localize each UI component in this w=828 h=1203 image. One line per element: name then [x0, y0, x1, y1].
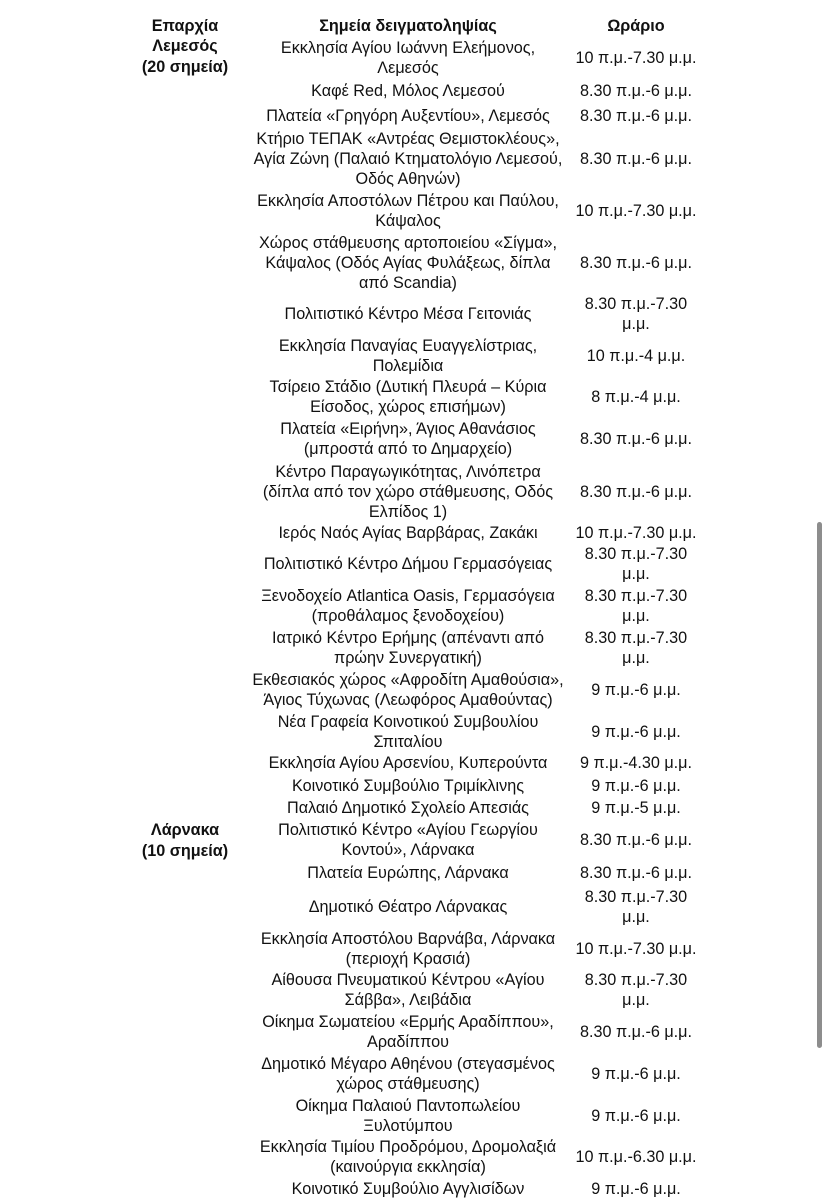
table-row — [0, 627, 828, 669]
location-cell: Πλατεία «Γρηγόρη Αυξεντίου», Λεμεσός — [266, 107, 550, 125]
table-row — [0, 586, 828, 626]
scrollbar[interactable] — [817, 522, 822, 1048]
table-row — [0, 38, 828, 78]
table-row — [0, 1095, 828, 1136]
location-cell: Ιατρικό Κέντρο Ερήμης (απέναντι από πρώην Συνεργατική) — [272, 629, 544, 667]
table-row — [0, 775, 828, 796]
district-count: (10 σημεία) — [141, 842, 229, 860]
hours-cell: 8.30 π.μ.-6 μ.μ. — [579, 1023, 693, 1041]
district-name: Λάρνακα — [150, 821, 220, 839]
table-row — [0, 885, 828, 928]
hours-cell: 8.30 π.μ.-6 μ.μ. — [579, 82, 693, 100]
table-row — [0, 797, 828, 819]
location-cell: Οίκημα Σωματείου «Ερμής Αραδίππου», Αραδίππου — [262, 1013, 554, 1051]
location-cell: Εκκλησία Αποστόλων Πέτρου και Παύλου, Κάψαλος — [257, 192, 559, 230]
table-row — [0, 1011, 828, 1053]
hours-cell: 9 π.μ.-6 μ.μ. — [591, 776, 681, 795]
table-row — [0, 1136, 828, 1177]
location-cell: Πλατεία Ευρώπης, Λάρνακα — [307, 864, 509, 882]
header-hours: Ωράριο — [607, 17, 665, 35]
hours-cell: 8.30 π.μ.-7.30 μ.μ. — [584, 887, 688, 926]
hours-cell: 8.30 π.μ.-7.30 μ.μ. — [584, 970, 688, 1009]
hours-cell: 10 π.μ.-7.30 μ.μ. — [575, 202, 697, 220]
location-cell: Νέα Γραφεία Κοινοτικού Συμβουλίου Σπιταλίου — [277, 713, 539, 751]
hours-cell: 8.30 π.μ.-6 μ.μ. — [579, 483, 693, 501]
location-cell: Δημοτικό Μέγαρο Αθηένου (στεγασμένος χώρος στάθμευσης) — [261, 1054, 555, 1093]
location-cell: Πολιτιστικό Κέντρο Μέσα Γειτονιάς — [284, 305, 532, 323]
location-cell: Πολιτιστικό Κέντρο Δήμου Γερμασόγειας — [263, 555, 553, 573]
table-row — [0, 711, 828, 753]
location-cell: Εκκλησία Παναγίας Ευαγγελίστριας, Πολεμίδια — [278, 337, 538, 375]
table-row — [0, 862, 828, 884]
table-row — [0, 418, 828, 460]
location-cell: Εκκλησία Αγίου Ιωάννη Ελεήμονος, Λεμεσός — [280, 39, 536, 77]
location-cell: Εκθεσιακός χώρος «Αφροδίτη Αμαθούσια», Άγιος Τύχωνας (Λεωφόρος Αμαθούντας) — [252, 671, 564, 709]
location-cell: Τσίρειο Στάδιο (Δυτική Πλευρά – Κύρια Είσοδος, χώρος επισήμων) — [269, 378, 547, 416]
table-row — [0, 669, 828, 711]
table-row — [0, 928, 828, 969]
table-header — [0, 13, 828, 39]
location-cell: Εκκλησία Τιμίου Προδρόμου, Δρομολαξιά (καινούργια εκκλησία) — [259, 1137, 557, 1176]
location-cell: Κοινοτικό Συμβούλιο Τριμίκλινης — [292, 776, 524, 795]
district-name: Λεμεσός — [152, 37, 218, 55]
hours-cell: 8.30 π.μ.-7.30 μ.μ. — [584, 629, 688, 667]
header-location: Σημεία δειγματοληψίας — [319, 17, 497, 35]
hours-cell: 9 π.μ.-6 μ.μ. — [591, 1180, 681, 1198]
hours-cell: 8.30 π.μ.-7.30 μ.μ. — [584, 587, 688, 625]
table-row — [0, 336, 828, 376]
table-row — [0, 128, 828, 190]
table-row — [0, 1178, 828, 1200]
hours-cell: 10 π.μ.-6.30 μ.μ. — [575, 1147, 697, 1166]
hours-cell: 8.30 π.μ.-7.30 μ.μ. — [584, 295, 688, 333]
location-cell: Ιερός Ναός Αγίας Βαρβάρας, Ζακάκι — [278, 523, 538, 542]
hours-cell: 9 π.μ.-5 μ.μ. — [591, 799, 681, 817]
location-cell: Κτήριο ΤΕΠΑΚ «Αντρέας Θεμιστοκλέους», Αγία Ζώνη (Παλαιό Κτηματολόγιο Λεμεσού, Οδός Αθηνών) — [253, 130, 563, 188]
location-cell: Πλατεία «Ειρήνη», Άγιος Αθανάσιος (μπροστά από το Δημαρχείο) — [280, 420, 536, 458]
hours-cell: 8.30 π.μ.-7.30 μ.μ. — [584, 545, 688, 583]
table-row — [0, 819, 828, 861]
location-cell: Κέντρο Παραγωγικότητας, Λινόπετρα (δίπλα από τον χώρο στάθμευσης, Οδός Ελπίδος 1) — [262, 463, 554, 521]
table-row — [0, 461, 828, 523]
table-row — [0, 522, 828, 543]
hours-cell: 10 π.μ.-7.30 μ.μ. — [575, 939, 697, 958]
hours-cell: 8.30 π.μ.-6 μ.μ. — [579, 107, 693, 125]
location-cell: Κοινοτικό Συμβούλιο Αγγλισίδων — [291, 1180, 525, 1198]
location-cell: Ξενοδοχείο Atlantica Oasis, Γερμασόγεια (προθάλαμος ξενοδοχείου) — [261, 587, 555, 625]
location-cell: Χώρος στάθμευσης αρτοποιείου «Σίγμα», Κάψαλος (Οδός Αγίας Φυλάξεως, δίπλα από Scandia) — [258, 234, 557, 292]
hours-cell: 9 π.μ.-6 μ.μ. — [591, 1106, 681, 1125]
location-cell: Πολιτιστικό Κέντρο «Αγίου Γεωργίου Κοντού», Λάρνακα — [278, 821, 538, 859]
hours-cell: 8 π.μ.-4 μ.μ. — [591, 388, 681, 406]
table-row — [0, 105, 828, 127]
location-cell: Εκκλησία Αγίου Αρσενίου, Κυπερούντα — [268, 754, 548, 772]
district-count: (20 σημεία) — [141, 58, 229, 76]
hours-cell: 9 π.μ.-6 μ.μ. — [591, 723, 681, 741]
hours-cell: 9 π.μ.-6 μ.μ. — [591, 1064, 681, 1083]
table-row — [0, 752, 828, 774]
header-district: Επαρχία — [151, 17, 219, 35]
location-cell: Οίκημα Παλαιού Παντοπωλείου Ξυλοτύμπου — [295, 1096, 521, 1135]
location-cell: Αίθουσα Πνευματικού Κέντρου «Αγίου Σάββα», Λειβάδια — [271, 970, 545, 1009]
location-cell: Δημοτικό Θέατρο Λάρνακας — [308, 897, 508, 916]
hours-cell: 10 π.μ.-7.30 μ.μ. — [575, 523, 697, 542]
location-cell: Εκκλησία Αποστόλου Βαρνάβα, Λάρνακα (περιοχή Κρασιά) — [260, 929, 556, 968]
table-row — [0, 969, 828, 1010]
hours-cell: 8.30 π.μ.-6 μ.μ. — [579, 864, 693, 882]
table-row — [0, 80, 828, 102]
location-cell: Παλαιό Δημοτικό Σχολείο Απεσιάς — [287, 799, 529, 817]
table-row — [0, 544, 828, 584]
hours-cell: 10 π.μ.-4 μ.μ. — [586, 347, 686, 365]
table-row — [0, 232, 828, 294]
table-row — [0, 1053, 828, 1094]
table-row — [0, 190, 828, 232]
location-cell: Καφέ Red, Μόλος Λεμεσού — [311, 82, 505, 100]
hours-cell: 8.30 π.μ.-6 μ.μ. — [579, 831, 693, 849]
hours-cell: 10 π.μ.-7.30 μ.μ. — [575, 49, 697, 67]
hours-cell: 8.30 π.μ.-6 μ.μ. — [579, 150, 693, 168]
hours-cell: 8.30 π.μ.-6 μ.μ. — [579, 254, 693, 272]
table-row — [0, 294, 828, 334]
hours-cell: 9 π.μ.-4.30 μ.μ. — [579, 754, 693, 772]
hours-cell: 8.30 π.μ.-6 μ.μ. — [579, 430, 693, 448]
table-row — [0, 377, 828, 417]
hours-cell: 9 π.μ.-6 μ.μ. — [591, 681, 681, 699]
